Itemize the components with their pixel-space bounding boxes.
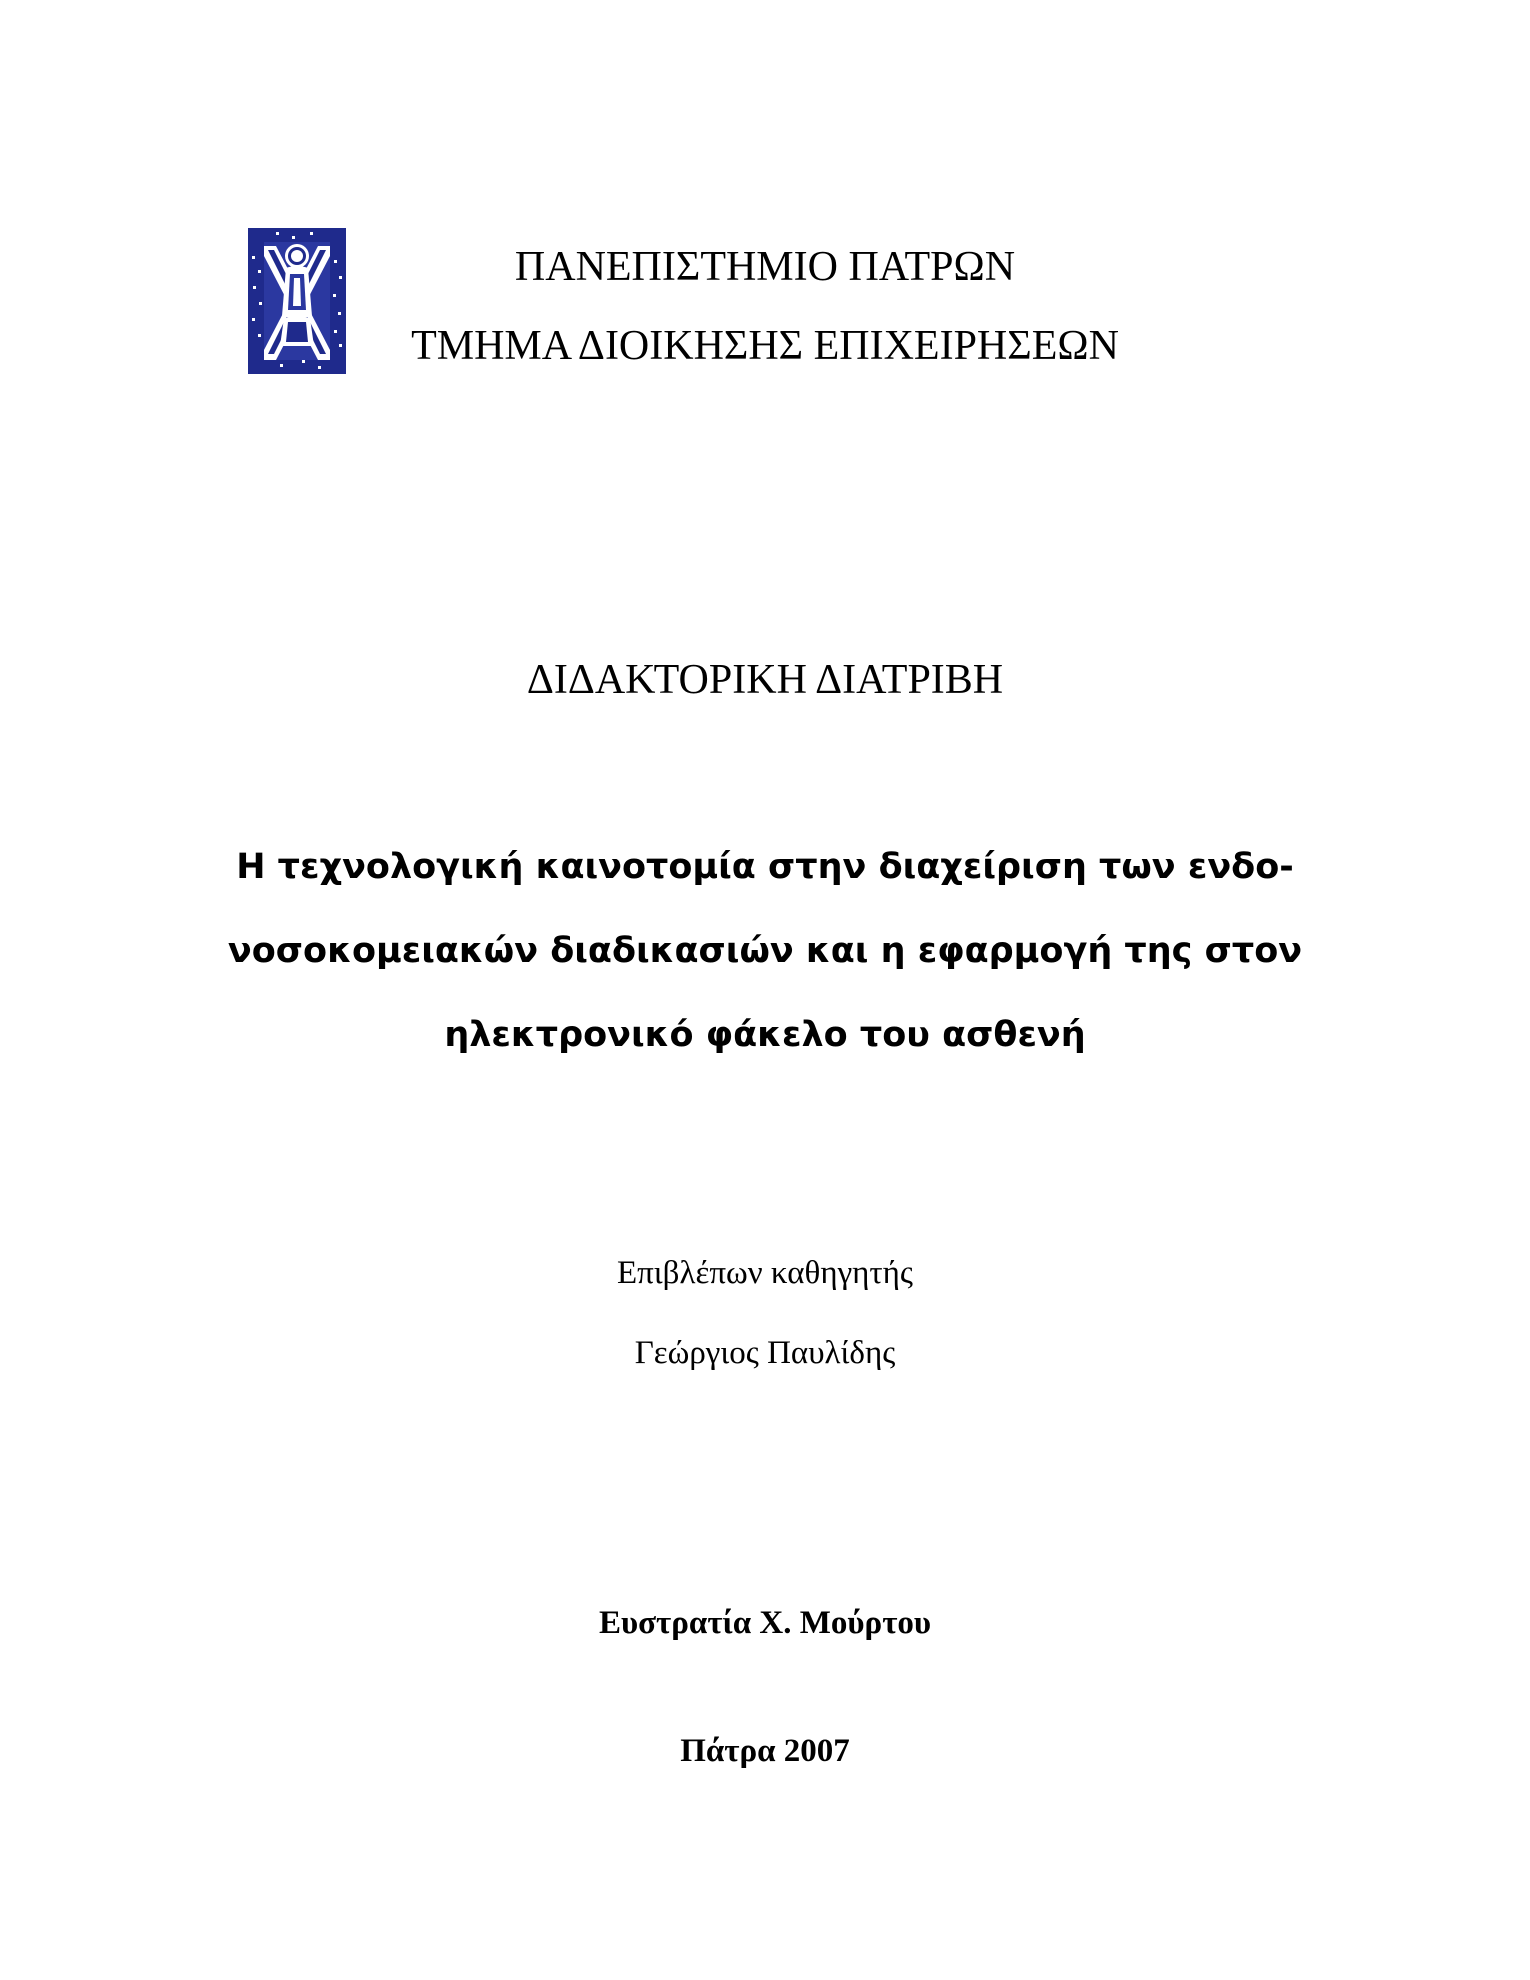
supervisor-label: Επιβλέπων καθηγητής bbox=[616, 1255, 914, 1291]
thesis-title-line: ηλεκτρονικό φάκελο του ασθενή bbox=[444, 1015, 1086, 1055]
thesis-title-line: Η τεχνολογική καινοτομία στην διαχείριση των ενδο- bbox=[236, 847, 1294, 887]
document-type: ΔΙΔΑΚΤΟΡΙΚΗ ΔΙΑΤΡΙΒΗ bbox=[526, 657, 1004, 703]
department-name: ΤΜΗΜΑ ΔΙΟΙΚΗΣΗΣ ΕΠΙΧΕΙΡΗΣΕΩΝ bbox=[411, 323, 1119, 369]
thesis-title bbox=[180, 825, 1350, 1077]
university-name: ΠΑΝΕΠΙΣΤΗΜΙΟ ΠΑΤΡΩΝ bbox=[514, 244, 1016, 290]
place-date: Πάτρα 2007 bbox=[680, 1733, 850, 1769]
thesis-title-line: νοσοκομειακών διαδικασιών και η εφαρμογή της στον bbox=[227, 931, 1303, 971]
author-name: Ευστρατία Χ. Μούρτου bbox=[598, 1605, 932, 1641]
supervisor-name: Γεώργιος Παυλίδης bbox=[634, 1335, 896, 1371]
